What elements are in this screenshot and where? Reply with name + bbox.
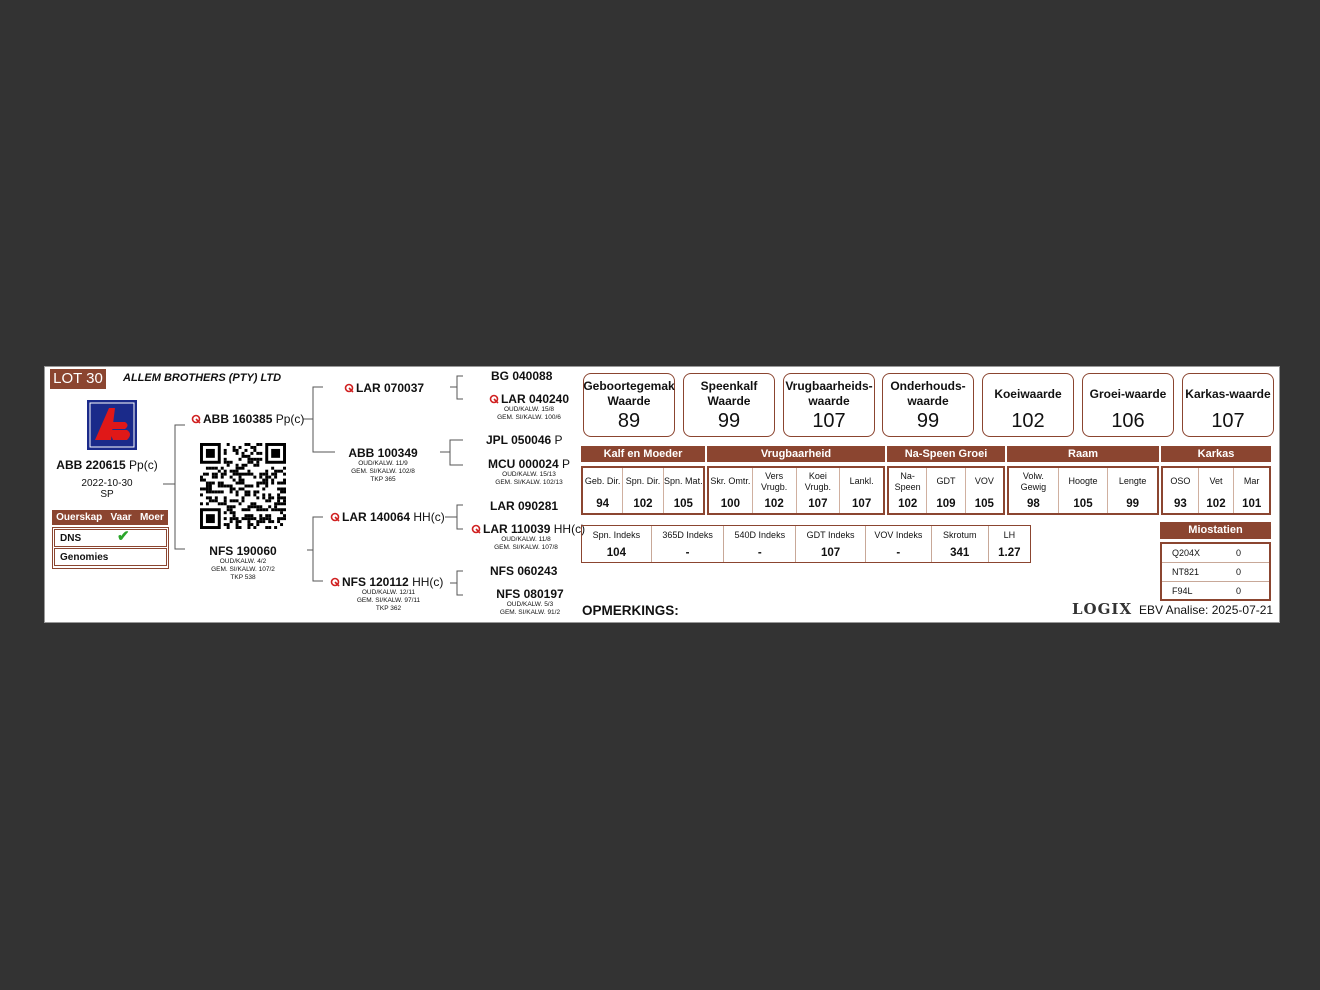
index-label: GDT Indeks — [806, 530, 855, 540]
dd-meta — [336, 589, 441, 613]
trait-value: 101 — [1242, 498, 1262, 510]
index-label: LH — [1003, 530, 1016, 540]
trait-label: Na-Speen — [894, 470, 921, 492]
index-value: 341 — [950, 547, 970, 559]
trait-cell — [583, 468, 623, 513]
trait-value: 102 — [1206, 498, 1226, 510]
dsd-name — [471, 522, 586, 536]
group-header: Vrugbaarheid — [707, 446, 885, 462]
trait-value: 105 — [974, 498, 994, 510]
index-cell — [582, 526, 652, 562]
index-cell — [652, 526, 725, 562]
trait-row — [887, 466, 1005, 515]
sd-meta-1: OUD/KALW. 11/9 — [358, 460, 408, 467]
dam-meta-2: GEM. SI/KALW. 107/2 — [211, 566, 275, 573]
pedigree-ds — [330, 510, 445, 524]
trait-cell — [927, 468, 965, 513]
sdd-id: MCU 000024 — [487, 457, 559, 471]
marker-icon — [489, 394, 499, 404]
trait-label: Volw. Gewig — [1020, 470, 1047, 492]
pedigree-dam — [193, 544, 293, 582]
ownership-header-parentage: Ouerskap — [56, 512, 103, 523]
trait-label: Skr. Omtr. — [710, 476, 751, 486]
miostatien-value: 0 — [1236, 586, 1242, 596]
marker-icon — [471, 524, 481, 534]
ownership-header-sire: Vaar — [110, 512, 132, 523]
value-card-label: Speenkalf Waarde — [700, 379, 758, 408]
value-card-label: Geboortegemak Waarde — [583, 379, 675, 408]
index-label: Spn. Indeks — [592, 530, 641, 540]
value-card — [1182, 373, 1274, 437]
value-card — [1082, 373, 1174, 437]
ownership-header-dam: Moer — [139, 512, 164, 523]
trait-cell — [889, 468, 927, 513]
trait-label: Koei Vrugb. — [804, 470, 831, 492]
group-header: Kalf en Moeder — [581, 446, 705, 462]
pedigree-sds — [486, 433, 563, 447]
animal-id — [53, 458, 161, 472]
value-card-value: 99 — [916, 410, 940, 432]
group-header: Na-Speen Groei — [887, 446, 1005, 462]
trait-value: 100 — [720, 498, 740, 510]
lot-number: LOT 30 — [50, 369, 106, 389]
pedigree-dds — [490, 564, 557, 578]
trait-label: Geb. Dir. — [584, 476, 621, 486]
miostatien-value: 0 — [1236, 548, 1242, 558]
pedigree-dsd — [471, 522, 586, 552]
ownership-row-dns — [54, 529, 167, 547]
ddd-id: NFS 080197 — [496, 587, 564, 601]
animal-card — [44, 366, 1280, 623]
ddd-meta-2: GEM. SI/KALW. 91/2 — [499, 609, 561, 616]
dam-meta-3: TKP 538 — [230, 574, 256, 581]
trait-row — [707, 466, 885, 515]
animal-reg: Pp(c) — [129, 458, 158, 472]
trait-label: VOV — [974, 476, 994, 486]
dd-meta-3: TKP 362 — [375, 605, 402, 612]
trait-label: Vet — [1209, 476, 1223, 486]
ssd-meta-2: GEM. SI/KALW. 100/6 — [497, 414, 561, 421]
sd-meta-3: TKP 365 — [370, 476, 396, 483]
trait-value: 102 — [898, 498, 918, 510]
ssd-id: LAR 040240 — [500, 392, 570, 406]
trait-cell — [1163, 468, 1199, 513]
value-card — [882, 373, 974, 437]
index-value: 1.27 — [998, 547, 1021, 559]
miostatien-row — [1162, 563, 1269, 582]
miostatien-row — [1162, 544, 1269, 563]
sds-id: JPL 050046 — [486, 433, 552, 447]
logix-logo: LOGIX — [1072, 600, 1133, 618]
dam-id: NFS 190060 — [209, 544, 277, 558]
trait-label: Lengte — [1118, 476, 1147, 486]
trait-value: 109 — [936, 498, 956, 510]
dd-meta-1: OUD/KALW. 12/11 — [361, 589, 416, 596]
dsd-meta-2: GEM. SI/KALW. 107/8 — [494, 544, 558, 551]
index-value: - — [896, 547, 901, 559]
dam-meta-1: OUD/KALW. 4/2 — [219, 558, 267, 565]
trait-value: 102 — [764, 498, 784, 510]
index-value: - — [757, 547, 762, 559]
animal-birth — [53, 478, 161, 500]
miostatien-code: F94L — [1172, 586, 1193, 596]
trait-row — [1161, 466, 1271, 515]
pedigree-sire — [191, 412, 304, 426]
trait-value: 99 — [1126, 498, 1140, 510]
dd-id: NFS 120112 — [342, 575, 409, 589]
index-label: 365D Indeks — [662, 530, 713, 540]
index-label: 540D Indeks — [734, 530, 786, 540]
trait-label: Spn. Mat. — [664, 476, 703, 486]
ownership-row-genomics — [54, 548, 167, 566]
sdd-meta-2: GEM. SI/KALW. 102/13 — [495, 479, 563, 486]
pedigree-ddd — [481, 587, 579, 617]
trait-value: 93 — [1173, 498, 1187, 510]
pedigree-dss — [490, 499, 558, 513]
ownership-header — [52, 510, 168, 525]
trait-cell — [623, 468, 663, 513]
value-card-label: Onderhouds-waarde — [890, 379, 966, 408]
animal-id-text: ABB 220615 — [56, 458, 126, 472]
qr-code-icon — [200, 443, 286, 529]
index-value: 107 — [820, 547, 841, 559]
miostatien-value: 0 — [1236, 567, 1242, 577]
pedigree-dd — [330, 575, 448, 613]
ownership-row-genomics-label: Genomies — [60, 552, 109, 563]
trait-label: OSO — [1170, 476, 1191, 486]
value-card-value: 99 — [717, 410, 741, 432]
breeder-name: ALLEM BROTHERS (PTY) LTD — [123, 372, 282, 384]
trait-cell — [709, 468, 753, 513]
pedigree-sss — [491, 369, 552, 383]
trait-cell — [1234, 468, 1269, 513]
value-card-value: 106 — [1111, 410, 1145, 432]
trait-value: 98 — [1026, 498, 1040, 510]
pedigree-ss — [344, 381, 424, 395]
trait-label: Spn. Dir. — [625, 476, 661, 486]
trait-label: Mar — [1243, 476, 1260, 486]
sire-id: ABB 160385 — [203, 412, 273, 426]
sdd-reg: P — [562, 457, 571, 471]
index-cell — [866, 526, 932, 562]
value-card — [683, 373, 775, 437]
value-card — [982, 373, 1074, 437]
group-header: Karkas — [1161, 446, 1271, 462]
trait-cell — [1108, 468, 1157, 513]
trait-value: 107 — [852, 498, 872, 510]
ddd-meta-1: OUD/KALW. 5/3 — [506, 601, 554, 608]
dsd-reg: HH(c) — [553, 522, 586, 536]
trait-label: GDT — [936, 476, 956, 486]
sds-reg: P — [554, 433, 563, 447]
miostatien-row — [1162, 582, 1269, 600]
index-row — [581, 525, 1031, 563]
trait-row — [581, 466, 705, 515]
dsd-meta-1: OUD/KALW. 11/8 — [501, 536, 551, 543]
trait-cell — [840, 468, 883, 513]
ownership-row-dns-label: DNS — [60, 533, 82, 544]
sss-id: BG 040088 — [491, 369, 553, 383]
trait-value: 102 — [633, 498, 653, 510]
birth-date: 2022-10-30 — [81, 478, 133, 489]
index-label: Skrotum — [942, 530, 977, 540]
index-value: 104 — [606, 547, 626, 559]
miostatien-code: Q204X — [1172, 548, 1201, 558]
value-card-label: Karkas-waarde — [1185, 386, 1271, 401]
ds-reg: HH(c) — [413, 510, 445, 524]
marker-icon — [344, 383, 354, 393]
trait-value: 105 — [673, 498, 693, 510]
value-card — [783, 373, 875, 437]
miostatien-code: NT821 — [1172, 567, 1200, 577]
sd-meta-2: GEM. SI/KALW. 102/8 — [351, 468, 415, 475]
miostatien-header: Miostatien — [1160, 522, 1271, 539]
ss-id: LAR 070037 — [356, 381, 425, 395]
value-card-label: Vrugbaarheids-waarde — [785, 379, 873, 408]
value-card-value: 107 — [812, 410, 846, 432]
pedigree-sd — [339, 446, 427, 484]
ds-id: LAR 140064 — [342, 510, 411, 524]
trait-value: 94 — [596, 498, 610, 510]
value-card — [583, 373, 675, 437]
trait-label: Hoogte — [1068, 476, 1098, 486]
dd-name — [330, 575, 448, 589]
trait-value: 107 — [808, 498, 828, 510]
miostatien-box — [1160, 542, 1271, 601]
group-header: Raam — [1007, 446, 1159, 462]
trait-cell — [797, 468, 841, 513]
sdd-name — [479, 457, 579, 471]
trait-label: Vers Vrugb. — [761, 470, 788, 492]
trait-cell — [966, 468, 1003, 513]
value-card-value: 89 — [617, 410, 641, 432]
dsd-id: LAR 110039 — [483, 522, 551, 536]
value-card-value: 107 — [1211, 410, 1245, 432]
remarks-label: OPMERKINGS: — [582, 603, 679, 618]
dd-meta-2: GEM. SI/KALW. 97/11 — [356, 597, 421, 604]
trait-cell — [1199, 468, 1235, 513]
ssd-name — [481, 392, 577, 406]
ssd-meta-1: OUD/KALW. 15/8 — [503, 406, 555, 413]
animal-sex: SP — [100, 489, 114, 500]
value-card-value: 102 — [1011, 410, 1045, 432]
marker-icon — [191, 414, 201, 424]
dss-id: LAR 090281 — [490, 499, 559, 513]
trait-value: 105 — [1073, 498, 1093, 510]
pedigree-ssd — [481, 392, 577, 422]
dd-reg: HH(c) — [412, 575, 444, 589]
index-cell — [796, 526, 866, 562]
index-cell — [932, 526, 989, 562]
sd-id: ABB 100349 — [348, 446, 418, 460]
pedigree-sdd — [479, 457, 579, 487]
index-cell — [989, 526, 1030, 562]
trait-cell — [1009, 468, 1059, 513]
index-cell — [724, 526, 796, 562]
index-label: VOV Indeks — [874, 530, 923, 540]
trait-cell — [664, 468, 703, 513]
breeder-logo — [87, 400, 137, 450]
value-card-label: Koeiwaarde — [994, 386, 1062, 401]
check-icon: ✔ — [117, 528, 130, 545]
trait-cell — [1059, 468, 1109, 513]
ownership-box — [52, 527, 169, 569]
analysis-date: EBV Analise: 2025-07-21 — [1139, 603, 1274, 617]
trait-cell — [753, 468, 797, 513]
sdd-meta-1: OUD/KALW. 15/13 — [502, 471, 556, 478]
index-value: - — [685, 547, 690, 559]
dds-id: NFS 060243 — [490, 564, 558, 578]
marker-icon — [330, 577, 340, 587]
value-card-label: Groei-waarde — [1089, 386, 1167, 401]
trait-label: Lankl. — [849, 476, 874, 486]
trait-row — [1007, 466, 1159, 515]
marker-icon — [330, 512, 340, 522]
sire-reg: Pp(c) — [275, 412, 305, 426]
